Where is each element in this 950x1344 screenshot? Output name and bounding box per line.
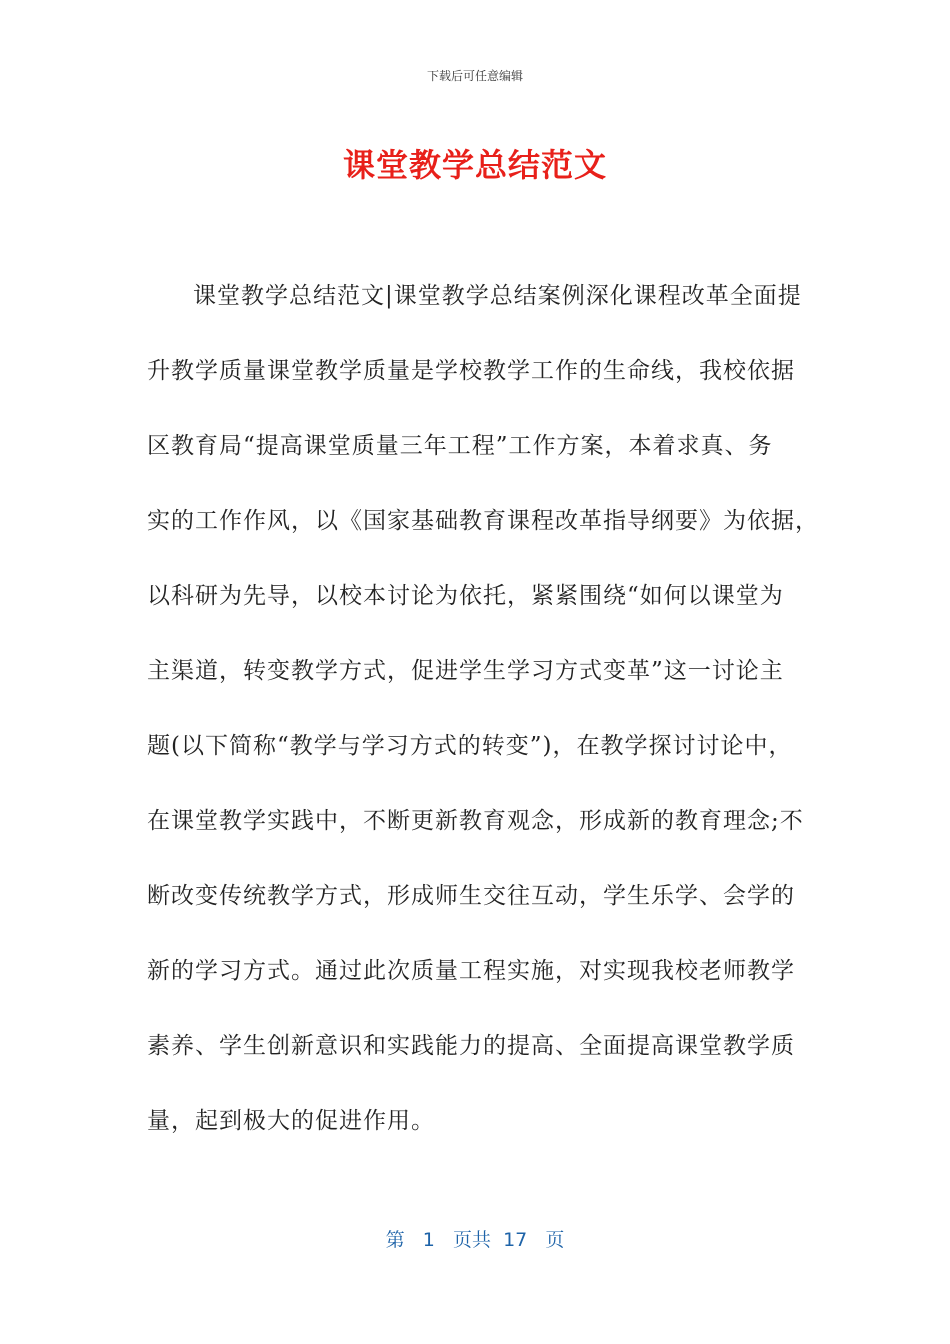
body-line: 量，起到极大的促进作用。 [147, 1108, 435, 1134]
body-line: 课堂教学总结范文|课堂教学总结案例深化课程改革全面提 [193, 283, 802, 309]
document-title: 课堂教学总结范文 [342, 146, 607, 184]
document-body [147, 270, 819, 1170]
body-line: 升教学质量课堂教学质量是学校教学工作的生命线，我校依据 [147, 358, 795, 384]
body-line: 主渠道，转变教学方式，促进学生学习方式变革”这一讨论主 [147, 658, 784, 684]
body-line: 实的工作作风，以《国家基础教育课程改革指导纲要》为依据， [147, 508, 819, 534]
body-line: 在课堂教学实践中，不断更新教育观念，形成新的教育理念;不 [147, 808, 804, 834]
body-line: 素养、学生创新意识和实践能力的提高、全面提高课堂教学质 [147, 1033, 795, 1059]
body-line: 题(以下简称“教学与学习方式的转变”)，在教学探讨讨论中， [147, 733, 793, 759]
footer-suffix: 页 [545, 1229, 565, 1251]
body-line: 断改变传统教学方式，形成师生交往互动，学生乐学、会学的 [147, 883, 795, 909]
footer-prefix: 第 [385, 1229, 405, 1251]
page-footer [0, 1225, 950, 1252]
body-line: 新的学习方式。通过此次质量工程实施，对实现我校老师教学 [147, 958, 795, 984]
body-line: 以科研为先导，以校本讨论为依托，紧紧围绕“如何以课堂为 [147, 583, 784, 609]
header-note: 下载后可任意编辑 [426, 69, 523, 83]
body-line: 区教育局“提高课堂质量三年工程”工作方案，本着求真、务 [147, 433, 773, 459]
footer-page-number: 1 [422, 1229, 435, 1251]
footer-middle: 页共 [452, 1229, 491, 1251]
footer-total-pages: 17 [503, 1229, 528, 1251]
